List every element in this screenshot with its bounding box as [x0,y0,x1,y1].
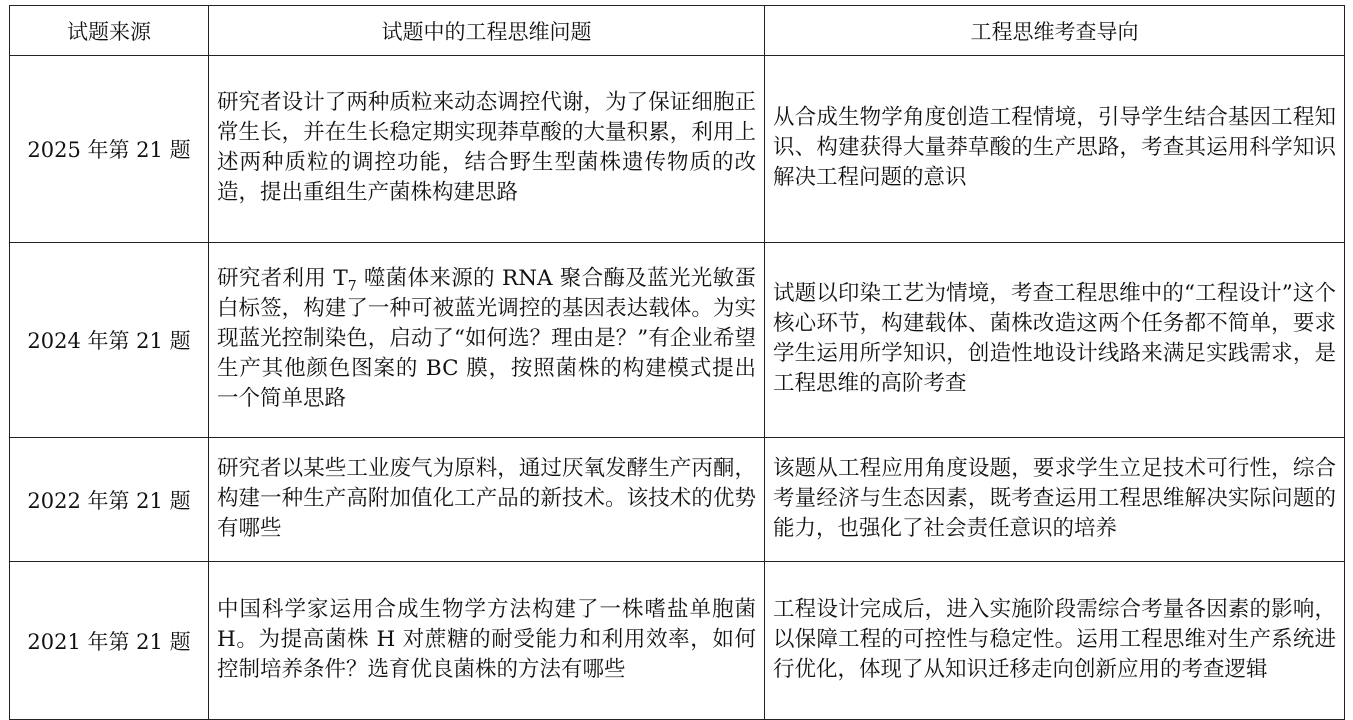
table-header-row [10,6,1345,56]
orientation-cell: 该题从工程应用角度设题，要求学生立足技术可行性，综合考量经济与生态因素，既考查运用工程思维解决实际问题的能力，也强化了社会责任意识的培养 [765,438,1345,562]
problem-cell [209,243,765,438]
orientation-cell: 工程设计完成后，进入实施阶段需综合考量各因素的影响，以保障工程的可控性与稳定性。运用工程思维对生产系统进行优化，体现了从知识迁移走向创新应用的考查逻辑 [765,562,1345,720]
exam-analysis-table [9,5,1345,720]
orientation-cell: 从合成生物学角度创造工程情境，引导学生结合基因工程知识、构建获得大量莽草酸的生产思路，考查其运用科学知识解决工程问题的意识 [765,56,1345,243]
header-problem: 试题中的工程思维问题 [209,6,765,56]
table-row [10,438,1345,562]
problem-cell: 研究者设计了两种质粒来动态调控代谢，为了保证细胞正常生长，并在生长稳定期实现莽草酸的大量积累，利用上述两种质粒的调控功能，结合野生型菌株遗传物质的改造，提出重组生产菌株构建思路 [209,56,765,243]
problem-cell: 研究者以某些工业废气为原料，通过厌氧发酵生产丙酮，构建一种生产高附加值化工产品的新技术。该技术的优势有哪些 [209,438,765,562]
source-cell: 2022 年第 21 题 [10,438,209,562]
exam-analysis-table-wrapper [9,5,1344,720]
source-cell: 2021 年第 21 题 [10,562,209,720]
problem-text-part: 研究者利用 T [217,266,348,291]
header-orientation: 工程思维考查导向 [765,6,1345,56]
header-source: 试题来源 [10,6,209,56]
problem-cell: 中国科学家运用合成生物学方法构建了一株嗜盐单胞菌 H。为提高菌株 H 对蔗糖的耐受能力和利用效率，如何控制培养条件？选育优良菌株的方法有哪些 [209,562,765,720]
source-cell: 2025 年第 21 题 [10,56,209,243]
phage-subscript: 7 [347,278,357,295]
table-row [10,243,1345,438]
problem-text-part: 噬菌体来源的 RNA 聚合酶及蓝光光敏蛋白标签，构建了一种可被蓝光调控的基因表达载体。为实现蓝光控制染色，启动了“如何选？理由是？”有企业希望生产其他颜色图案的 BC 膜，按照菌株的构建模式提出一个简单思路 [217,266,756,411]
table-row [10,56,1345,243]
orientation-cell: 试题以印染工艺为情境，考查工程思维中的“工程设计”这个核心环节，构建载体、菌株改造这两个任务都不简单，要求学生运用所学知识，创造性地设计线路来满足实践需求，是工程思维的高阶考查 [765,243,1345,438]
source-cell: 2024 年第 21 题 [10,243,209,438]
